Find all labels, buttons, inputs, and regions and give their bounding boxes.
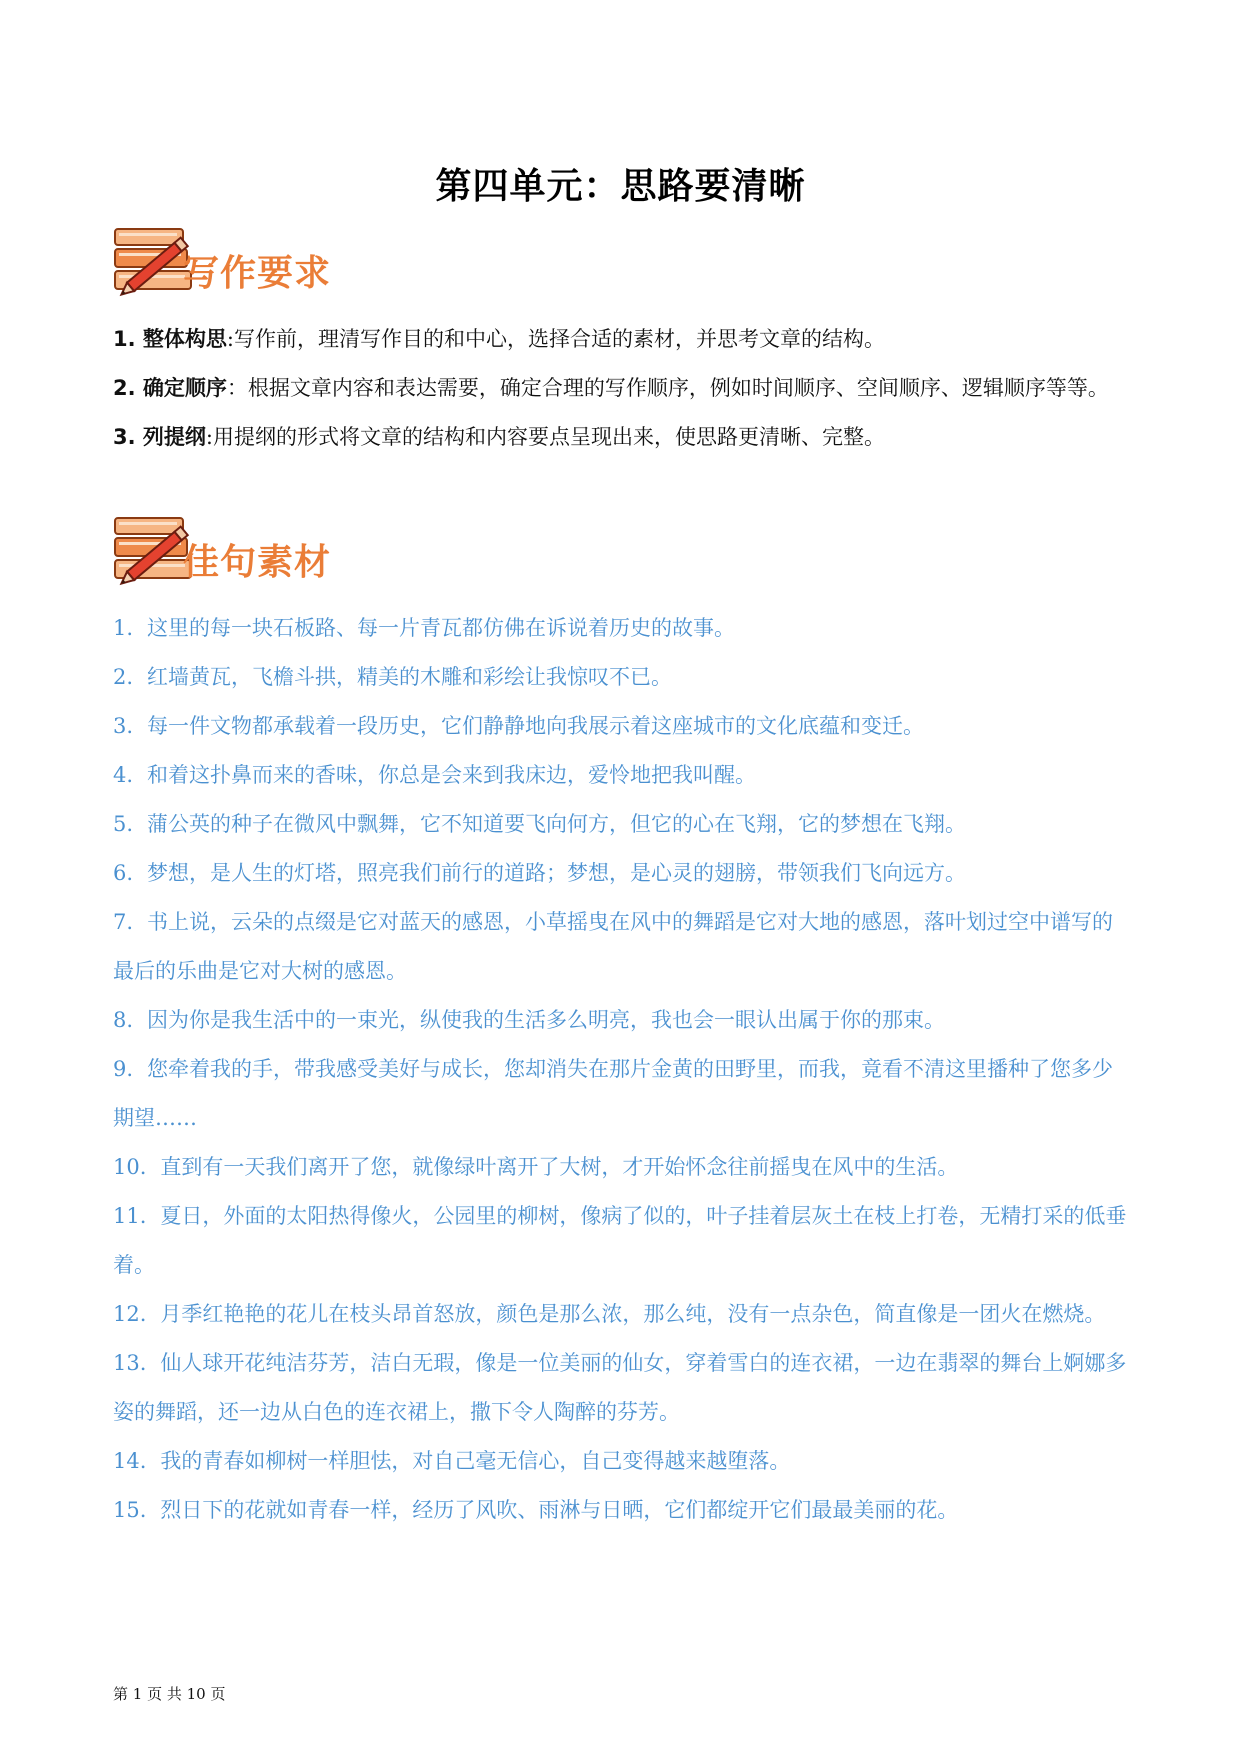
material-number: 2. <box>113 665 134 689</box>
material-text: 梦想，是人生的灯塔，照亮我们前行的道路；梦想，是心灵的翅膀，带领我们飞向远方。 <box>147 861 967 885</box>
material-number: 14. <box>113 1449 147 1473</box>
requirement-item <box>113 315 1133 364</box>
requirement-item <box>113 413 1133 462</box>
material-item <box>113 1339 1133 1437</box>
requirements-header <box>113 225 363 305</box>
material-item <box>113 604 1133 653</box>
material-text: 红墙黄瓦，飞檐斗拱，精美的木雕和彩绘让我惊叹不已。 <box>147 665 673 689</box>
material-number: 1. <box>113 616 134 640</box>
material-number: 3. <box>113 714 134 738</box>
material-number: 4. <box>113 763 134 787</box>
requirement-text: 根据文章内容和表达需要，确定合理的写作顺序，例如时间顺序、空间顺序、逻辑顺序等等。 <box>247 376 1109 400</box>
requirements-header-title: 写作要求 <box>183 253 332 294</box>
material-number: 8. <box>113 1008 134 1032</box>
material-number: 10. <box>113 1155 147 1179</box>
requirement-text: 写作前，理清写作目的和中心，选择合适的素材，并思考文章的结构。 <box>233 327 885 351</box>
material-number: 5. <box>113 812 134 836</box>
material-text: 和着这扑鼻而来的香味，你总是会来到我床边，爱怜地把我叫醒。 <box>147 763 757 787</box>
requirement-separator: : <box>226 327 234 351</box>
material-number: 13. <box>113 1351 147 1375</box>
material-text: 月季红艳艳的花儿在枝头昂首怒放，颜色是那么浓，那么纯，没有一点杂色，简直像是一团火在燃烧。 <box>160 1302 1106 1326</box>
material-item <box>113 996 1133 1045</box>
material-item <box>113 1143 1133 1192</box>
material-number: 11. <box>113 1204 147 1228</box>
material-text: 每一件文物都承载着一段历史，它们静静地向我展示着这座城市的文化底蕴和变迁。 <box>147 714 925 738</box>
material-text: 因为你是我生活中的一束光，纵使我的生活多么明亮，我也会一眼认出属于你的那束。 <box>147 1008 946 1032</box>
material-item <box>113 1290 1133 1339</box>
requirement-label: 3. 列提纲 <box>113 425 206 449</box>
material-number: 9. <box>113 1057 134 1081</box>
material-text: 这里的每一块石板路、每一片青瓦都仿佛在诉说着历史的故事。 <box>147 616 736 640</box>
material-item <box>113 702 1133 751</box>
material-number: 6. <box>113 861 134 885</box>
requirement-label: 1. 整体构思 <box>113 327 227 351</box>
material-number: 12. <box>113 1302 147 1326</box>
requirement-separator: : <box>205 425 213 449</box>
material-number: 7. <box>113 910 134 934</box>
material-item <box>113 653 1133 702</box>
material-text: 直到有一天我们离开了您，就像绿叶离开了大树，才开始怀念往前摇曳在风中的生活。 <box>160 1155 959 1179</box>
material-text: 我的青春如柳树一样胆怯，对自己毫无信心，自己变得越来越堕落。 <box>160 1449 791 1473</box>
material-item <box>113 1437 1133 1486</box>
material-text: 烈日下的花就如青春一样，经历了风吹、雨淋与日晒，它们都绽开它们最最美丽的花。 <box>160 1498 959 1522</box>
material-item <box>113 1192 1133 1290</box>
material-text: 夏日，外面的太阳热得像火，公园里的柳树，像病了似的，叶子挂着层灰土在枝上打卷，无精打采的低垂着。 <box>113 1204 1127 1277</box>
requirement-item <box>113 364 1133 413</box>
material-item <box>113 1486 1133 1535</box>
requirement-label: 2. 确定顺序 <box>113 376 227 400</box>
material-item <box>113 1045 1133 1143</box>
requirement-separator: ： <box>226 376 248 400</box>
materials-header <box>113 514 363 594</box>
material-item <box>113 751 1133 800</box>
material-text: 书上说，云朵的点缀是它对蓝天的感恩，小草摇曳在风中的舞蹈是它对大地的感恩，落叶划过空中谱写的最后的乐曲是它对大树的感恩。 <box>113 910 1114 983</box>
material-text: 蒲公英的种子在微风中飘舞，它不知道要飞向何方，但它的心在飞翔，它的梦想在飞翔。 <box>147 812 967 836</box>
material-item <box>113 800 1133 849</box>
requirement-text: 用提纲的形式将文章的结构和内容要点呈现出来，使思路更清晰、完整。 <box>212 425 885 449</box>
page-footer: 第 1 页 共 10 页 <box>113 1685 226 1703</box>
material-number: 15. <box>113 1498 147 1522</box>
material-text: 仙人球开花纯洁芬芳，洁白无瑕，像是一位美丽的仙女，穿着雪白的连衣裙，一边在翡翠的舞台上婀娜多姿的舞蹈，还一边从白色的连衣裙上，撒下令人陶醉的芬芳。 <box>113 1351 1127 1424</box>
requirements-list <box>113 315 1133 462</box>
material-item <box>113 849 1133 898</box>
material-item <box>113 898 1133 996</box>
material-text: 您牵着我的手，带我感受美好与成长，您却消失在那片金黄的田野里，而我，竟看不清这里播种了您多少期望…… <box>113 1057 1114 1130</box>
materials-header-title: 佳句素材 <box>183 542 332 583</box>
materials-list <box>113 604 1133 1535</box>
page-title: 第四单元：思路要清晰 <box>435 166 806 207</box>
